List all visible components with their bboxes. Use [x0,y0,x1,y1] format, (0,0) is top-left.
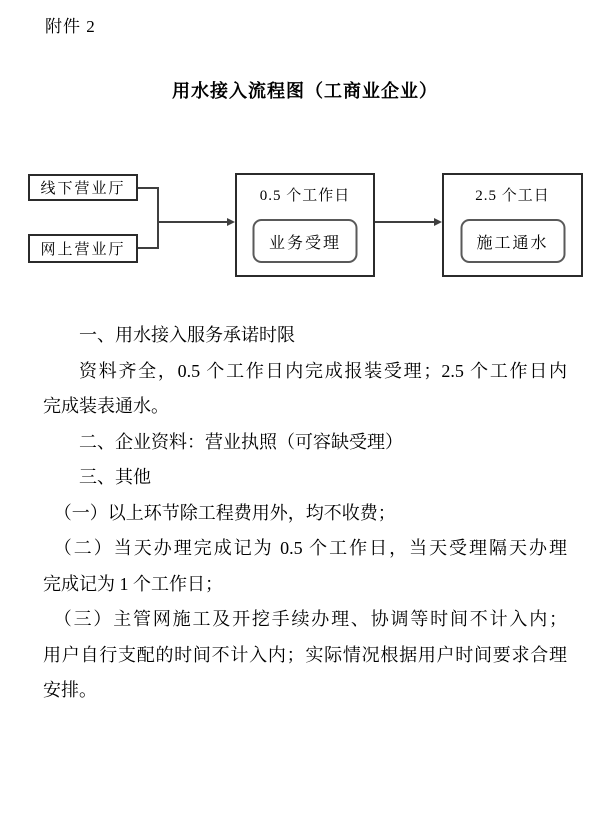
arrow-line-to-acceptance [157,221,228,223]
attachment-label: 附件 2 [45,17,96,36]
body-line: 资料齐全，0.5 个工作日内完成报装受理；2.5 个工作日内 [79,360,567,381]
body-line: （三）主管网施工及开挖手续办理、协调等时间不计入内； [53,609,567,629]
connector-stub-offline [138,187,159,189]
action-label: 施工通水 [476,234,549,252]
page-title: 用水接入流程图（工商业企业） [172,81,438,101]
body-line: 一、用水接入服务承诺时限 [79,325,295,345]
body-line: （一）以上环节除工程费用外，均不收费； [53,502,396,523]
source-box-label: 网上营业厅 [40,242,126,258]
body-line: 完成记为 1 个工作日； [43,573,223,594]
arrow-head-icon [227,218,235,226]
action-box-construction [460,219,565,263]
body-line: 完成装表通水。 [43,396,169,416]
step-box-acceptance [235,173,375,277]
body-line: （二）当天办理完成记为 0.5 个工作日，当天受理隔天办理 [53,538,567,558]
source-box-offline-hall [28,174,138,201]
duration-label: 0.5 个工作日 [259,188,351,204]
duration-label: 2.5 个工日 [475,188,550,204]
action-label: 业务受理 [268,234,341,252]
connector-stub-online [138,247,159,249]
flowchart [0,0,610,300]
arrow-head-icon [434,218,442,226]
body-line: 用户自行支配的时间不计入内；实际情况根据用户时间要求合理 [43,644,567,665]
step-box-construction [442,173,583,277]
arrow-line-to-construction [375,221,435,223]
body-line: 二、企业资料：营业执照（可容缺受理） [79,431,403,452]
action-box-acceptance [253,219,358,263]
source-box-online-hall [28,234,138,263]
body-text [43,318,567,709]
source-box-label: 线下营业厅 [40,181,126,197]
connector-merge-vertical [157,187,159,249]
body-line: 三、其他 [79,467,151,487]
body-line: 安排。 [43,680,97,700]
